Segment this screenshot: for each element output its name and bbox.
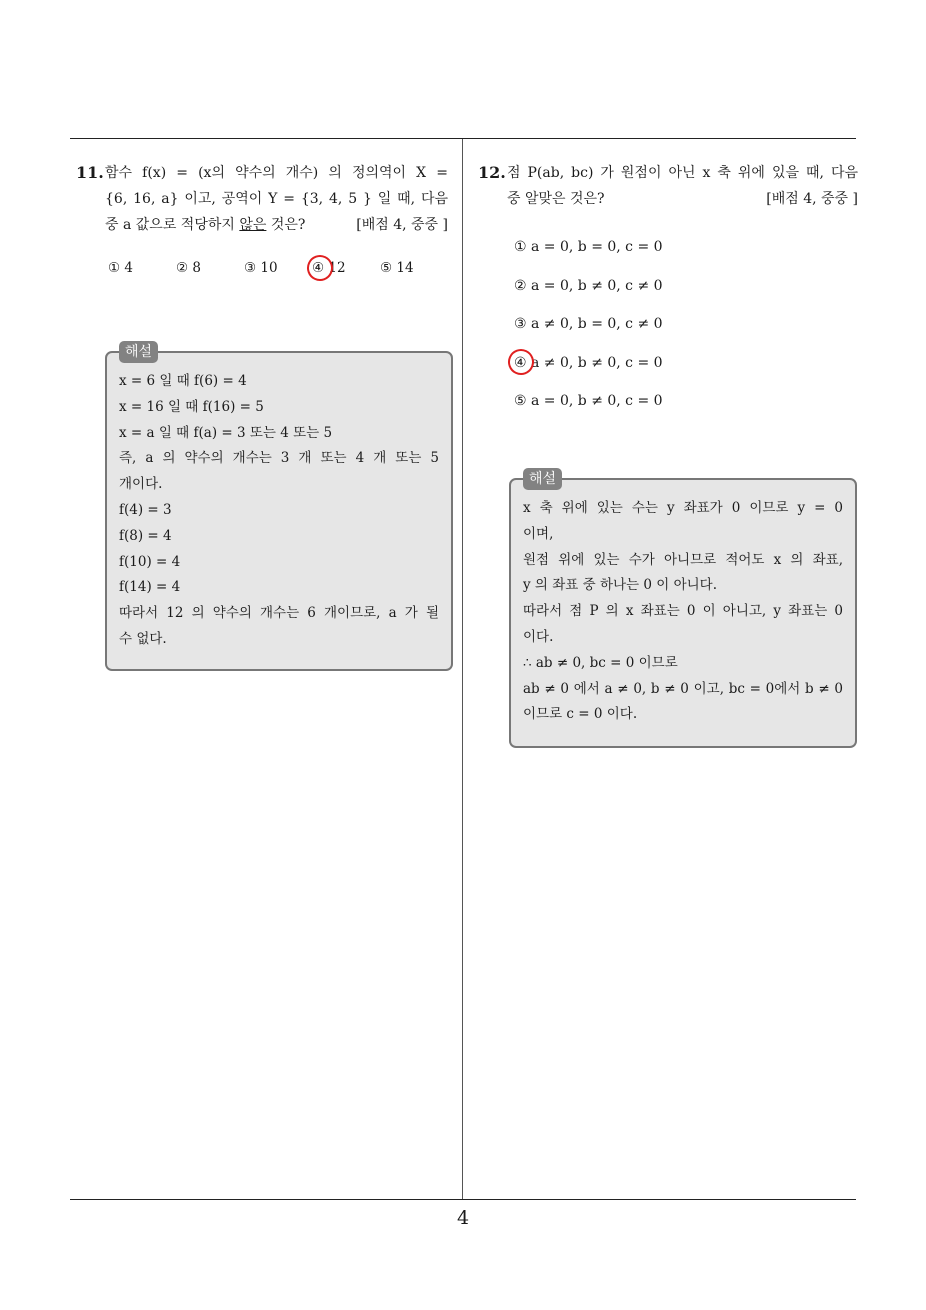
bottom-rule [70,1199,856,1200]
solution-line: ∴ ab ≠ 0, bc = 0 이므로 [523,654,678,671]
solution-line: f(8) = 4 [119,527,172,544]
solution-line: 이며, [523,525,554,542]
solution-line: x = a 일 때 f(a) = 3 또는 4 또는 5 [119,424,333,441]
choice-4[interactable]: ④ a ≠ 0, b ≠ 0, c = 0 [514,350,858,376]
solution-line: f(10) = 4 [119,553,181,570]
solution-box-11 [105,344,453,671]
solution-line: f(14) = 4 [119,579,181,596]
choice-4[interactable]: ④ 12 [312,260,380,276]
question-11-stem [76,160,448,238]
solution-line: 수 없다. [119,630,167,647]
solution-line: 따라서 12 의 약수의 개수는 6 개이므로, a 가 될 [119,605,439,622]
choice-3[interactable]: ③ a ≠ 0, b = 0, c ≠ 0 [514,316,663,332]
solution-line: x = 6 일 때 f(6) = 4 [119,373,247,389]
solution-line: 원점 위에 있는 수가 아니므로 적어도 x 의 좌표, [523,551,843,568]
question-text-line: 중 알맞은 것은? [507,191,605,207]
answer-circle-mark [303,251,336,284]
solution-line: 이다. [523,628,554,645]
question-text-line: 중 a 값으로 적당하지 [105,217,240,233]
solution-line: 개이다. [119,476,163,493]
question-text-line: {6, 16, a} 이고, 공역이 Y = {3, 4, 5 } 일 때, 다음 [105,191,448,207]
choice-1[interactable]: ① 4 [108,260,133,276]
score-tag: [배점 4, 중중 ] [766,191,858,207]
underlined-word: 않은 [239,217,267,233]
solution-line: f(4) = 3 [119,501,172,518]
question-text-line: 점 P(ab, bc) 가 원점이 아닌 x 축 위에 있을 때, 다음 [507,165,858,181]
top-rule [70,138,856,139]
question-number: 11. [76,163,104,182]
solution-line: 즉, a 의 약수의 개수는 3 개 또는 4 개 또는 5 [119,450,439,467]
choice-5[interactable]: ⑤ 14 [380,260,414,276]
choice-3[interactable]: ③ 10 [244,260,278,276]
answer-choices [108,260,448,276]
question-12 [478,160,858,427]
question-text-line: 것은? [266,217,306,233]
solution-line: x 축 위에 있는 수는 y 좌표가 0 이므로 y = 0 [523,500,843,516]
choice-2[interactable]: ② 8 [176,260,201,276]
choice-1[interactable]: ① a = 0, b = 0, c = 0 [514,239,663,255]
solution-line: y 의 좌표 중 하나는 0 이 아니다. [523,577,717,594]
solution-box-12 [509,471,857,748]
solution-line: ab ≠ 0 에서 a ≠ 0, b ≠ 0 이고, bc = 0에서 b ≠ 0 [523,680,843,697]
answer-choices [514,234,858,414]
question-11 [76,160,448,276]
solution-title: 해설 [523,468,562,490]
choice-5[interactable]: ⑤ a = 0, b ≠ 0, c = 0 [514,393,663,409]
score-tag: [배점 4, 중중 ] [356,217,448,233]
column-divider [462,139,463,1199]
answer-circle-mark [504,345,537,378]
solution-line: 이므로 c = 0 이다. [523,706,638,723]
choice-2[interactable]: ② a = 0, b ≠ 0, c ≠ 0 [514,277,663,294]
solution-title: 해설 [119,341,158,363]
question-number: 12. [478,163,506,182]
question-12-stem [478,160,858,212]
question-text-line: 함수 f(x) = (x의 약수의 개수) 의 정의역이 X = [105,165,448,181]
solution-line: 따라서 점 P 의 x 좌표는 0 이 아니고, y 좌표는 0 [523,603,843,620]
page-number: 4 [456,1207,470,1229]
solution-line: x = 16 일 때 f(16) = 5 [119,398,264,415]
